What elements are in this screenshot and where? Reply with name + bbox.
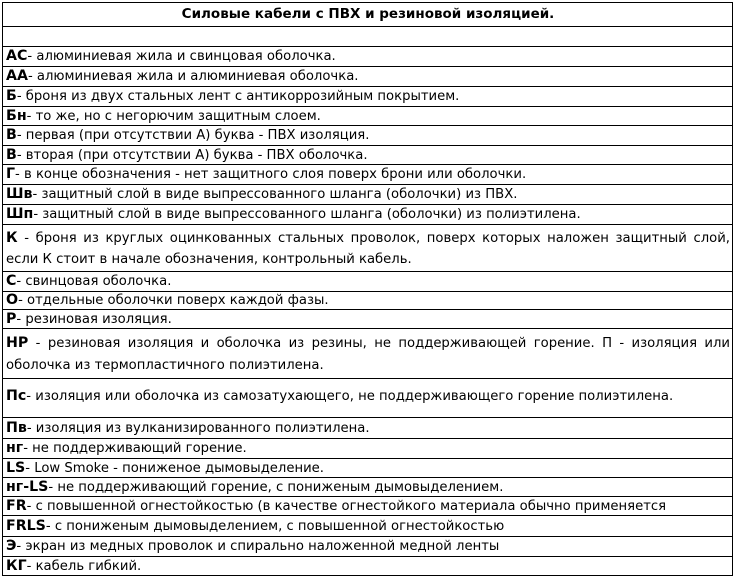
cable-code: КГ <box>6 558 27 574</box>
cable-description: - отдельные оболочки поверх каждой фазы. <box>18 293 329 308</box>
table-row <box>3 67 732 87</box>
cable-description: - не поддерживающий горение, с пониженым дымовыделением. <box>48 479 504 495</box>
cable-description: - алюминиевая жила и алюминиевая оболочка. <box>27 69 359 84</box>
cable-code: К <box>6 230 18 246</box>
cable-code: АА <box>6 68 28 84</box>
cable-legend-table <box>2 2 733 576</box>
cable-code: Пв <box>6 419 27 436</box>
table-row <box>3 537 732 557</box>
table-title-row <box>3 3 732 27</box>
table-row <box>3 439 732 459</box>
cable-description: - вторая (при отсутствии А) буква - ПВХ оболочка. <box>16 147 368 163</box>
cable-description: - алюминиевая жила и свинцовая оболочка. <box>27 49 336 64</box>
table-row <box>3 418 732 439</box>
cable-code: Э <box>6 538 17 554</box>
cable-code: Шп <box>6 206 34 222</box>
table-row <box>3 272 732 292</box>
table-row <box>3 379 732 418</box>
cable-code: В <box>6 146 17 163</box>
cable-code: FR <box>6 497 27 514</box>
cable-description: - Low Smoke - пониженое дымовыделение. <box>25 460 324 476</box>
cable-description: - свинцовая оболочка. <box>16 274 172 289</box>
table-row <box>3 516 732 537</box>
cable-code: АС <box>6 48 28 64</box>
table-row <box>3 146 732 165</box>
table-row <box>3 185 732 205</box>
cable-description: - броня из двух стальных лент с антикоррозийным покрытием. <box>16 89 460 104</box>
table-row <box>3 478 732 497</box>
table-row <box>3 225 732 272</box>
cable-description: - то же, но с негорючим защитным слоем. <box>26 108 321 124</box>
cable-code: О <box>6 292 19 308</box>
cable-description: - защитный слой в виде выпрессованного шланга (оболочки) из ПВХ. <box>32 187 518 202</box>
cable-code: Пс <box>6 388 27 404</box>
table-row <box>3 329 732 379</box>
table-row <box>3 107 732 126</box>
table-row <box>3 126 732 146</box>
cable-description: - защитный слой в виде выпрессованного шланга (оболочки) из полиэтилена. <box>33 207 581 222</box>
cable-code: LS <box>6 459 26 476</box>
cable-description: - изоляция или оболочка из самозатухающего, не поддерживающего горение полиэтилена. <box>26 389 674 404</box>
table-row <box>3 497 732 516</box>
cable-code: Шв <box>6 186 33 202</box>
table-title: Силовые кабели с ПВХ и резиновой изоляцией. <box>181 6 555 22</box>
table-row <box>3 557 732 576</box>
cable-description: - в конце обозначения - нет защитного слоя поверх брони или оболочки. <box>15 167 527 182</box>
table-row <box>3 310 732 329</box>
cable-description: - с повышенной огнестойкостью (в качестве огнестойкого материала обычно применяется <box>26 498 667 514</box>
cable-code: С <box>6 273 17 289</box>
cable-code: Р <box>6 310 17 327</box>
cable-description: - с пониженым дымовыделением, с повышенной огнестойкостью <box>45 518 505 534</box>
cable-description: - первая (при отсутствии А) буква - ПВХ изоляция. <box>16 128 370 143</box>
cable-code: Б <box>6 88 17 104</box>
cable-code: В <box>6 127 17 143</box>
table-row <box>3 47 732 67</box>
table-row <box>3 292 732 310</box>
cable-code: Г <box>6 166 16 182</box>
cable-description: - кабель гибкий. <box>26 559 142 574</box>
cable-code: НР <box>6 335 29 351</box>
cable-description: - броня из круглых оцинкованных стальных проволок, поверх которых наложен защитный слой, если К стоит в начале обозначения, контрольный кабель. <box>6 231 730 267</box>
cable-code: нг-LS <box>6 478 49 495</box>
cable-description: - резиновая изоляция и оболочка из резины, не поддерживающей горение. П - изоляция или оболочка из термопластичного полиэтилена. <box>6 336 730 373</box>
cable-code: Бн <box>6 107 27 124</box>
table-spacer-row <box>3 27 732 47</box>
table-row <box>3 87 732 107</box>
table-row <box>3 205 732 225</box>
table-row <box>3 459 732 478</box>
cable-description: - не поддерживающий горение. <box>23 441 247 456</box>
cable-description: - изоляция из вулканизированного полиэтилена. <box>26 420 370 436</box>
cable-code: нг <box>6 440 24 456</box>
cable-code: FRLS <box>6 517 46 534</box>
cable-description: - резиновая изоляция. <box>16 311 172 327</box>
table-row <box>3 165 732 185</box>
cable-description: - экран из медных проволок и спирально наложенной медной ленты <box>16 539 500 554</box>
